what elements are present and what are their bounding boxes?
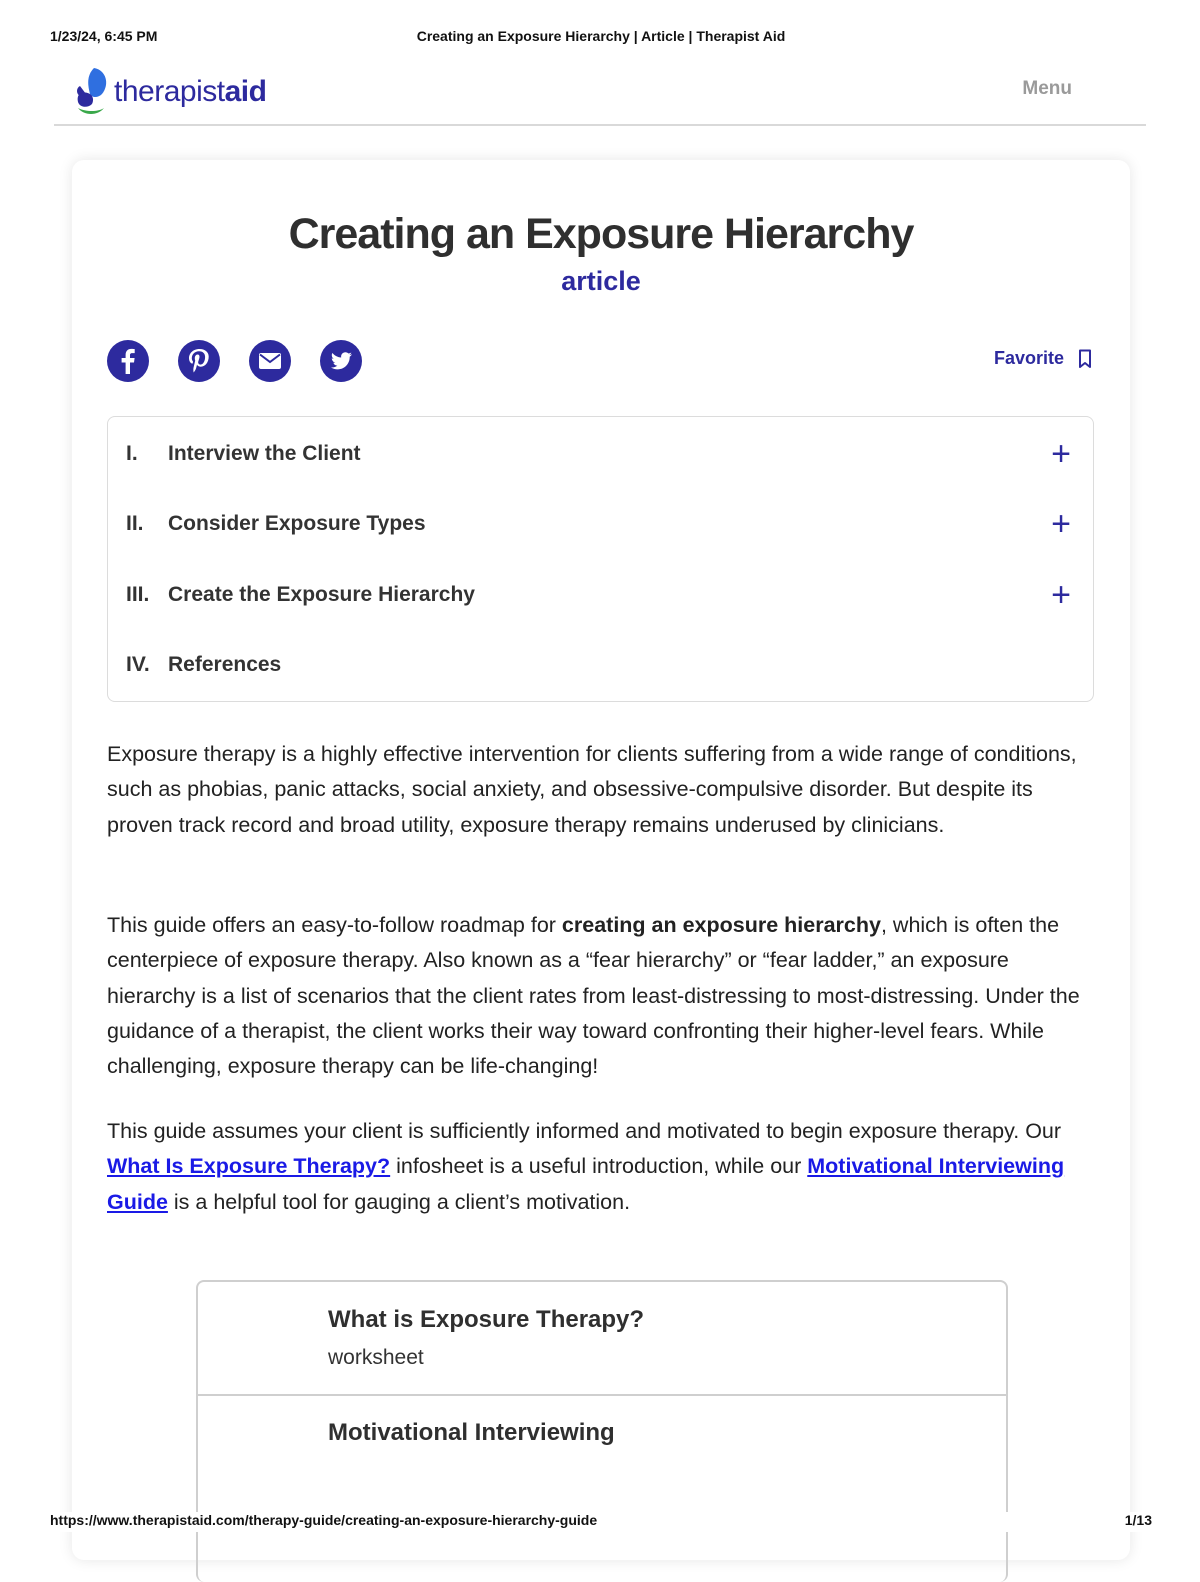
related-resource-title[interactable]: What is Exposure Therapy?: [328, 1306, 645, 1333]
print-document-title: Creating an Exposure Hierarchy | Article | Therapist Aid: [416, 28, 786, 44]
text-span: This guide offers an easy-to-follow roadmap for: [107, 913, 562, 937]
toc-item-consider-exposure-types[interactable]: [126, 505, 1071, 543]
text-span: is a helpful tool for gauging a client’s motivation.: [167, 1189, 631, 1214]
motivational-interviewing-guide-link[interactable]: Motivational Interviewing Guide: [107, 1154, 1065, 1214]
bold-phrase: creating an exposure hierarchy: [561, 913, 881, 937]
related-resource-item[interactable]: [198, 1282, 1006, 1396]
toc-item-references[interactable]: [126, 650, 1071, 680]
expand-plus-icon[interactable]: +: [1051, 576, 1071, 614]
pinterest-icon[interactable]: [178, 340, 220, 382]
page-title: Creating an Exposure Hierarchy: [288, 210, 914, 258]
table-of-contents: [107, 416, 1094, 702]
print-header: [50, 28, 1152, 48]
toc-label: Create the Exposure Hierarchy: [168, 583, 475, 606]
toc-label: Interview the Client: [168, 442, 361, 465]
favorite-label: Favorite: [993, 348, 1064, 368]
toc-item-interview-the-client[interactable]: [126, 435, 1071, 473]
expand-plus-icon[interactable]: +: [1051, 435, 1071, 473]
twitter-icon[interactable]: [320, 340, 362, 382]
text-span: infosheet is a useful introduction, while our: [390, 1154, 808, 1179]
toc-item-create-the-exposure-hierarchy[interactable]: [126, 576, 1071, 614]
what-is-exposure-therapy-link[interactable]: What Is Exposure Therapy?: [107, 1154, 391, 1179]
toc-label: Consider Exposure Types: [168, 512, 426, 535]
share-buttons: [107, 340, 391, 382]
print-datetime: 1/23/24, 6:45 PM: [50, 28, 158, 44]
site-header: [54, 60, 1146, 126]
related-resource-type: worksheet: [328, 1346, 424, 1369]
email-icon[interactable]: [249, 340, 291, 382]
therapistaid-butterfly-logo-icon: [72, 64, 112, 120]
toc-number: IV.: [126, 653, 150, 676]
print-url: https://www.therapistaid.com/therapy-guide/creating-an-exposure-hierarchy-guide: [50, 1512, 598, 1528]
related-resources: [196, 1280, 1008, 1582]
bookmark-icon: [1078, 349, 1092, 369]
toc-label: References: [168, 653, 282, 676]
menu-button[interactable]: Menu: [1022, 78, 1072, 99]
favorite-button[interactable]: [994, 348, 1092, 369]
logo-text: therapistaid: [114, 75, 267, 108]
related-resource-item[interactable]: [198, 1395, 1006, 1507]
guide-description-paragraph: [107, 908, 1097, 1084]
facebook-icon[interactable]: [107, 340, 149, 382]
toc-number: II.: [126, 512, 144, 535]
therapistaid-logo[interactable]: [72, 64, 266, 120]
expand-plus-icon[interactable]: +: [1051, 505, 1071, 543]
article-type-label: article: [561, 266, 641, 296]
text-span: , which is often the centerpiece of exposure therapy. Also known as a “fear hierarchy” or “fear ladder,” an exposure hierarchy is a list of scenarios that the client rates from least-distressing to most-distressing. Under the guidance of a therapist, the client works their way toward confronting their higher-level fears. While challenging, exposure therapy can be life-changing!: [107, 913, 1080, 1079]
related-resource-title[interactable]: Motivational Interviewing: [328, 1419, 615, 1446]
print-page-number: 1/13: [1124, 1512, 1152, 1528]
toc-number: III.: [126, 583, 150, 606]
text-span: This guide assumes your client is sufficiently informed and motivated to begin exposure therapy. Our: [107, 1119, 1062, 1143]
toc-number: I.: [126, 442, 138, 465]
intro-paragraph: Exposure therapy is a highly effective intervention for clients suffering from a wide range of conditions, such as phobias, panic attacks, social anxiety, and obsessive-compulsive disorder. But despite its proven track record and broad utility, exposure therapy remains underused by clinicians.: [107, 742, 1077, 837]
article-card: [72, 160, 1130, 1560]
print-footer: [50, 1512, 1152, 1532]
assumptions-paragraph: [107, 1114, 1097, 1220]
